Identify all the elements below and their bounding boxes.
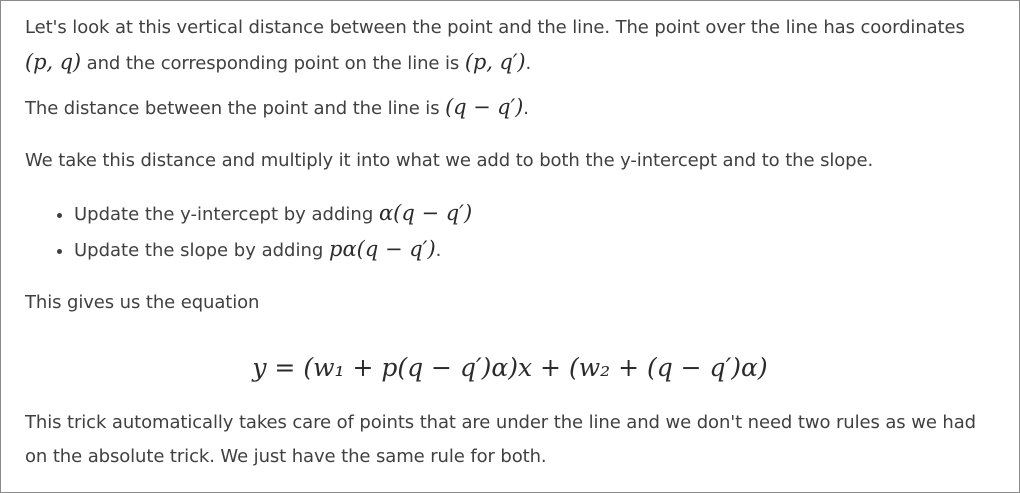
list-item [74,196,995,232]
update-rules-list [25,196,995,268]
article-body [25,11,995,474]
paragraph-text: Let's look at this vertical distance between the point and the line. The point over the line has coordinates [25,17,965,38]
math-distance: (q − q′) [445,95,524,119]
list-item [74,232,995,268]
list-item-suffix: . [435,240,442,261]
paragraph-text: The distance between the point and the line is [25,98,446,119]
list-item-text: Update the y-intercept by adding [74,204,379,225]
list-item-text: Update the slope by adding [74,240,330,261]
math-intercept-update: α(q − q′) [378,201,473,225]
math-slope-update: pα(q − q′) [329,237,436,261]
paragraph-conclusion: This trick automatically takes care of points that are under the line and we don't need two rules as we had on the absolute trick. We just have the same rule for both. [25,412,976,467]
paragraph-text: and the corresponding point on the line is [81,53,465,74]
paragraph-text: . [523,98,529,119]
display-equation: y = (w₁ + p(q − q′)α)x + (w₂ + (q − q′)α) [252,353,768,382]
paragraph-equation-intro: This gives us the equation [25,292,260,313]
math-line-point-coordinates: (p, q′) [464,50,526,74]
paragraph-text: . [525,53,532,74]
math-point-coordinates: (p, q) [25,50,82,74]
paragraph-coordinates [25,11,995,81]
paragraph-distance [25,90,995,126]
paragraph-multiply: We take this distance and multiply it into what we add to both the y-intercept and to the slope. [25,150,874,171]
